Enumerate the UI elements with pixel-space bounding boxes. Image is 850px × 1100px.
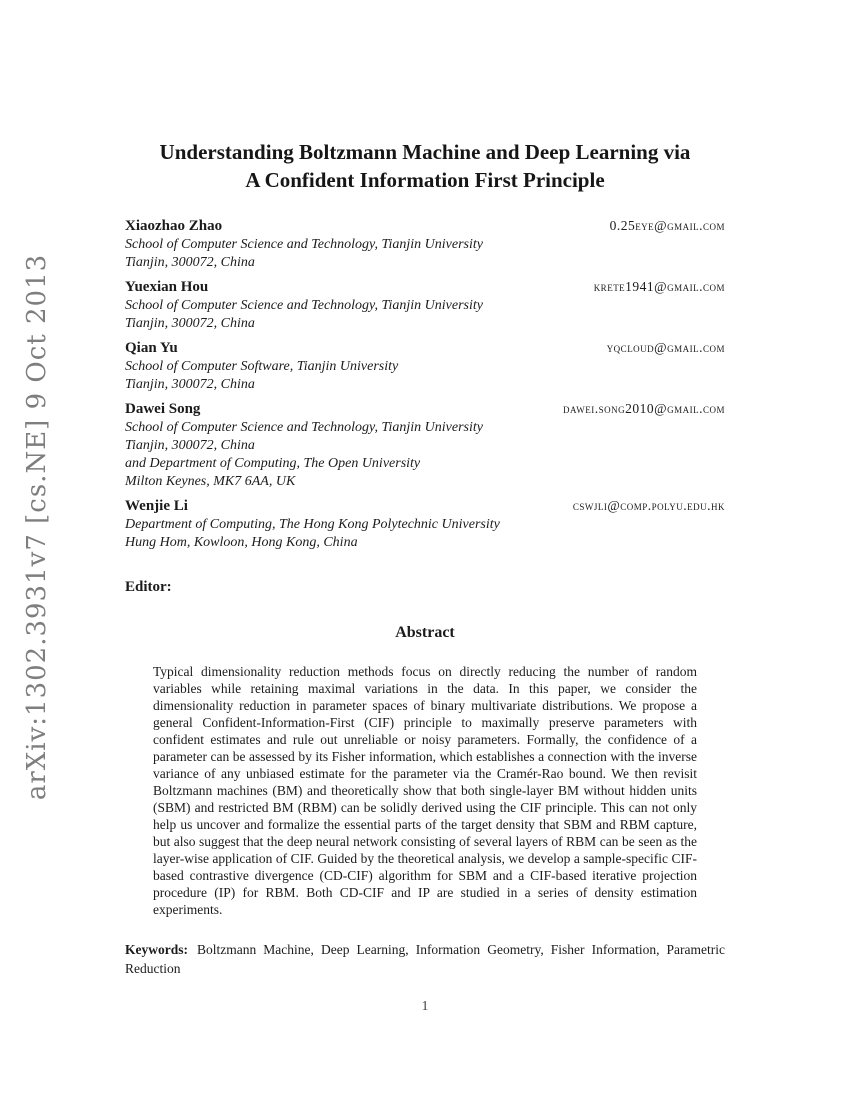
paper-title-line2: A Confident Information First Principle bbox=[245, 168, 605, 192]
author-block bbox=[125, 399, 725, 491]
author-affiliation-line: School of Computer Science and Technology, Tianjin University bbox=[125, 237, 483, 252]
author-block bbox=[125, 216, 725, 272]
author-block bbox=[125, 338, 725, 394]
author-email: cswjli@comp.polyu.edu.hk bbox=[572, 498, 725, 513]
author-email: yqcloud@gmail.com bbox=[606, 340, 725, 355]
author-head bbox=[125, 277, 725, 297]
author-email: 0.25eye@gmail.com bbox=[609, 218, 725, 233]
paper-page bbox=[125, 0, 725, 978]
keywords-line bbox=[125, 940, 725, 978]
page-number: 1 bbox=[421, 998, 429, 1013]
author-affiliation-line: Milton Keynes, MK7 6AA, UK bbox=[125, 474, 296, 489]
arxiv-watermark: arXiv:1302.3931v7 [cs.NE] 9 Oct 2013 bbox=[22, 253, 52, 801]
author-affiliation-line: and Department of Computing, The Open University bbox=[125, 456, 421, 471]
author-email: krete1941@gmail.com bbox=[593, 279, 725, 294]
author-name: Dawei Song bbox=[125, 401, 201, 417]
author-email: dawei.song2010@gmail.com bbox=[563, 401, 725, 416]
author-list bbox=[125, 216, 725, 552]
author-affiliation-line: Hung Hom, Kowloon, Hong Kong, China bbox=[125, 535, 358, 550]
author-affiliation-line: Tianjin, 300072, China bbox=[125, 377, 255, 392]
author-name: Qian Yu bbox=[125, 340, 178, 356]
author-affiliation-line: Tianjin, 300072, China bbox=[125, 438, 255, 453]
author-affiliation-line: School of Computer Software, Tianjin University bbox=[125, 359, 399, 374]
author-affiliation-line: Tianjin, 300072, China bbox=[125, 255, 255, 270]
keywords-label: Keywords: bbox=[125, 942, 188, 957]
author-affiliation-line: School of Computer Science and Technology, Tianjin University bbox=[125, 298, 483, 313]
author-affiliation-line: School of Computer Science and Technology, Tianjin University bbox=[125, 420, 483, 435]
paper-title bbox=[125, 138, 725, 194]
abstract-heading: Abstract bbox=[395, 624, 455, 641]
abstract-text: Typical dimensionality reduction methods focus on directly reducing the number of random variables while retaining maximal variations in the data. In this paper, we consider the dimensionality reduction in parameter spaces of binary multivariate distributions. We propose a general Confident-Information-First (CIF) principle to maximally preserve parameters with confident estimates and rule out unreliable or noisy parameters. Formally, the confidence of a parameter can be assessed by its Fisher information, which establishes a connection with the inverse variance of any unbiased estimate for the parameter via the Cramér-Rao bound. We then revisit Boltzmann machines (BM) and theoretically show that both single-layer BM without hidden units (SBM) and restricted BM (RBM) can be solidly derived using the CIF principle. This can not only help us uncover and formalize the essential parts of the target density that SBM and RBM capture, but also suggest that the deep neural network consisting of several layers of RBM can be seen as the layer-wise application of CIF. Guided by the theoretical analysis, we develop a sample-specific CIF-based contrastive divergence (CD-CIF) algorithm for SBM and a CIF-based iterative projection procedure (IP) for RBM. Both CD-CIF and IP are studied in a series of density estimation experiments. bbox=[153, 664, 697, 917]
keywords-text: Boltzmann Machine, Deep Learning, Information Geometry, Fisher Information, Parametric Reduction bbox=[125, 942, 725, 976]
author-name: Wenjie Li bbox=[125, 498, 188, 514]
author-affiliation-line: Department of Computing, The Hong Kong Polytechnic University bbox=[125, 517, 500, 532]
author-head bbox=[125, 496, 725, 516]
author-head bbox=[125, 399, 725, 419]
author-name: Yuexian Hou bbox=[125, 279, 209, 295]
author-head bbox=[125, 338, 725, 358]
author-block bbox=[125, 496, 725, 552]
author-affiliation-line: Tianjin, 300072, China bbox=[125, 316, 255, 331]
editor-label: Editor: bbox=[125, 579, 172, 595]
author-head bbox=[125, 216, 725, 236]
paper-title-line1: Understanding Boltzmann Machine and Deep Learning via bbox=[159, 140, 691, 164]
author-block bbox=[125, 277, 725, 333]
author-name: Xiaozhao Zhao bbox=[125, 218, 223, 234]
